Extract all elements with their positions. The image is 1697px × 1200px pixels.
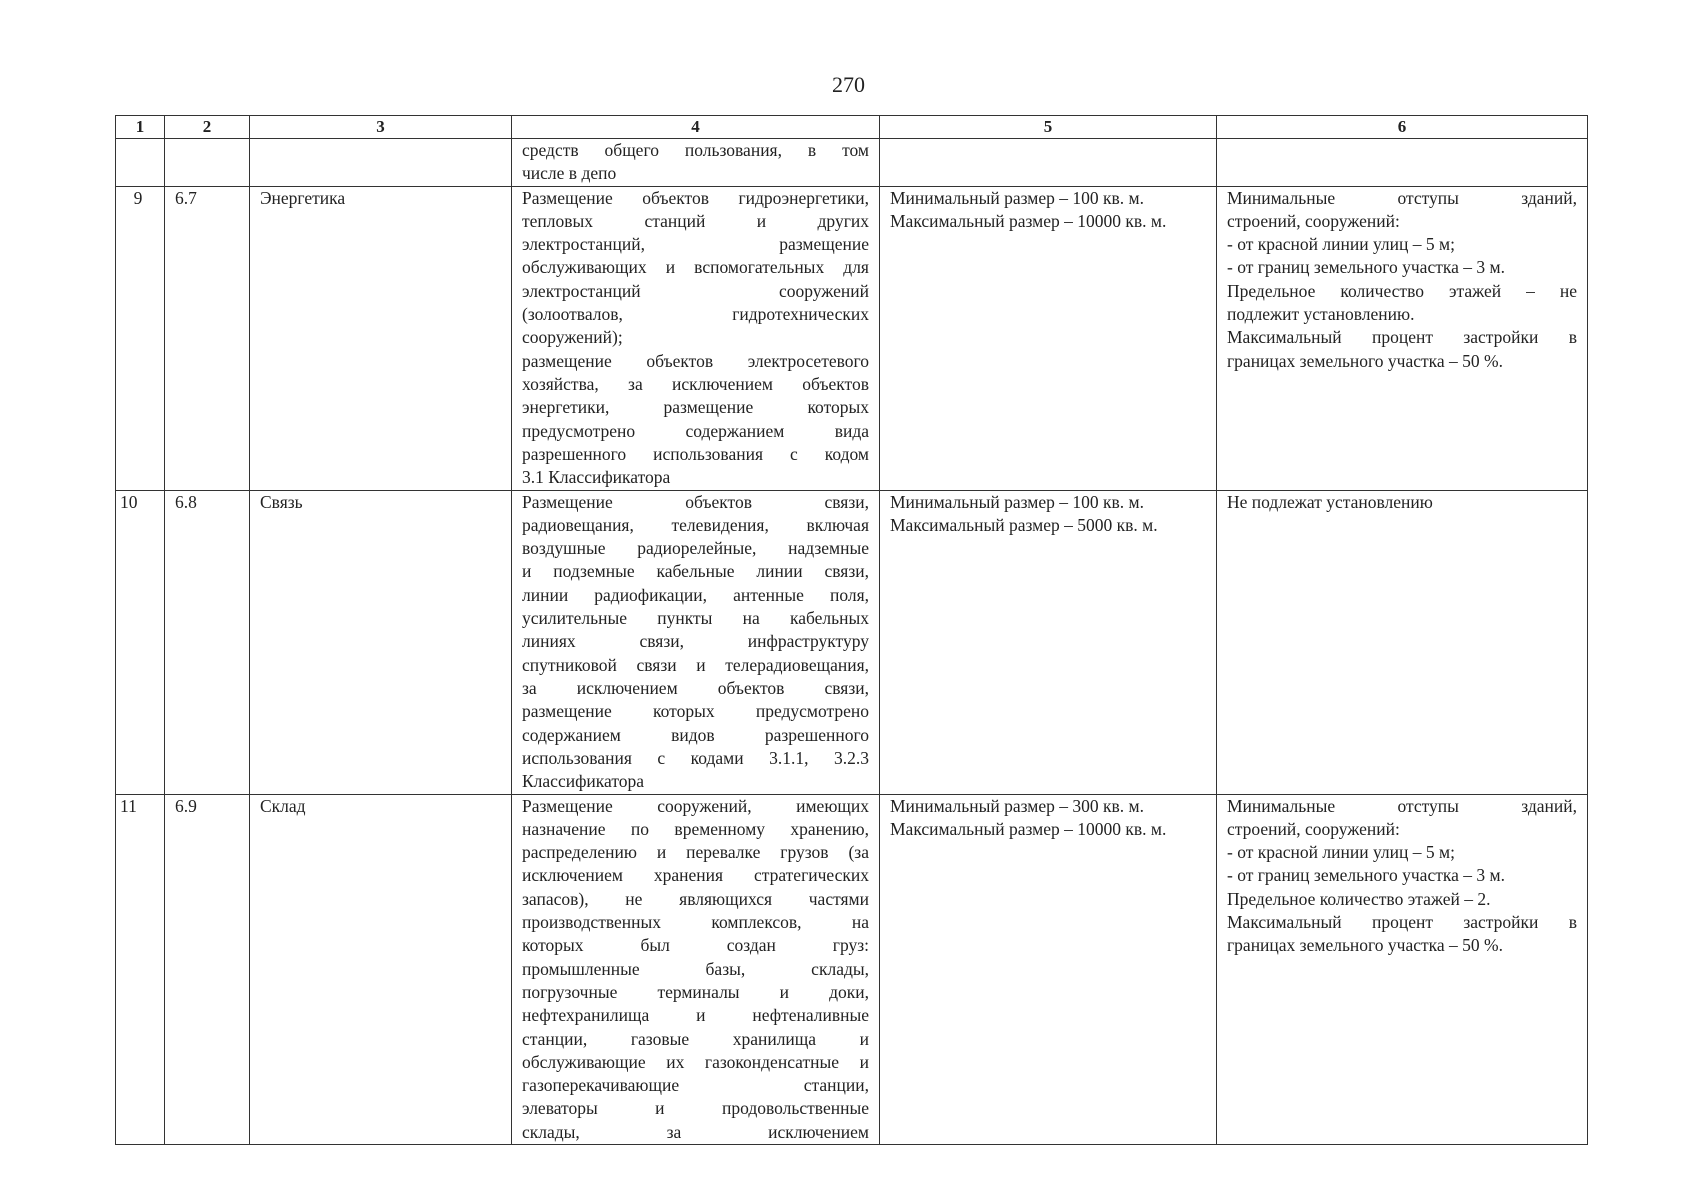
text-line: Максимальный процент застройки в — [1227, 912, 1577, 933]
text-line: использования с кодами 3.1.1, 3.2.3 — [522, 747, 869, 768]
row-code: 6.9 — [165, 794, 250, 1144]
text-line: строений, сооружений: — [1227, 818, 1400, 839]
text-line: Минимальный размер – 100 кв. м. — [890, 187, 1144, 208]
text-line: хозяйства, за исключением объектов — [522, 373, 869, 394]
text-line: электростанций, размещение — [522, 234, 869, 255]
text-line: - от границ земельного участка – 3 м. — [1227, 865, 1505, 886]
text-line: размещение объектов электросетевого — [522, 350, 869, 371]
text-line: за исключением объектов связи, — [522, 677, 869, 698]
row-code: 6.7 — [165, 186, 250, 490]
text-line: энергетики, размещение которых — [522, 397, 869, 418]
text-line: Предельное количество этажей – 2. — [1227, 888, 1491, 909]
text-line: станции, газовые хранилища и — [522, 1028, 869, 1049]
row-number: 10 — [116, 490, 165, 794]
header-col-4: 4 — [512, 116, 880, 139]
row-description — [512, 794, 880, 1144]
text-line: электростанций сооружений — [522, 280, 869, 301]
text-line: - от красной линии улиц – 5 м; — [1227, 234, 1455, 255]
text-line: спутниковой связи и телерадиовещания, — [522, 654, 869, 675]
header-col-6: 6 — [1217, 116, 1588, 139]
row-sizes — [880, 794, 1217, 1144]
text-line: сооружений); — [522, 327, 623, 348]
row-code: 6.8 — [165, 490, 250, 794]
text-line: строений, сооружений: — [1227, 210, 1400, 231]
row-sizes — [880, 186, 1217, 490]
text-line: Максимальный процент застройки в — [1227, 327, 1577, 348]
text-line: линиях связи, инфраструктуру — [522, 631, 869, 652]
text-line: границах земельного участка – 50 %. — [1227, 350, 1503, 371]
row-params — [1217, 490, 1588, 794]
text-line: Предельное количество этажей – не — [1227, 280, 1577, 301]
text-line: содержанием видов разрешенного — [522, 724, 869, 745]
text-line: подлежит установлению. — [1227, 304, 1415, 325]
cell-empty — [250, 139, 512, 187]
text-line: и подземные кабельные линии связи, — [522, 561, 869, 582]
row-name: Связь — [250, 490, 512, 794]
text-line: Минимальный размер – 100 кв. м. — [890, 491, 1144, 512]
header-col-1: 1 — [116, 116, 165, 139]
row-description — [512, 186, 880, 490]
text-line: погрузочные терминалы и доки, — [522, 981, 869, 1002]
text-line: назначение по временному хранению, — [522, 818, 869, 839]
land-use-table — [115, 115, 1588, 1145]
text-line: запасов), не являющихся частями — [522, 888, 869, 909]
cell-empty — [1217, 139, 1588, 187]
row-params — [1217, 186, 1588, 490]
table-row — [116, 794, 1588, 1144]
text-line: размещение которых предусмотрено — [522, 701, 869, 722]
text-line: Минимальный размер – 300 кв. м. — [890, 795, 1144, 816]
text-line: промышленные базы, склады, — [522, 958, 869, 979]
text-line: воздушные радиорелейные, надземные — [522, 538, 869, 559]
text-line: обслуживающих и вспомогательных для — [522, 257, 869, 278]
text-line: производственных комплексов, на — [522, 912, 869, 933]
header-col-5: 5 — [880, 116, 1217, 139]
header-col-2: 2 — [165, 116, 250, 139]
text-line: 3.1 Классификатора — [522, 467, 671, 488]
text-line: распределению и перевалке грузов (за — [522, 842, 869, 863]
text-line: - от красной линии улиц – 5 м; — [1227, 842, 1455, 863]
text-line: Минимальные отступы зданий, — [1227, 187, 1577, 208]
text-line: (золоотвалов, гидротехнических — [522, 304, 869, 325]
table-row — [116, 490, 1588, 794]
text-line: радиовещания, телевидения, включая — [522, 514, 869, 535]
continuation-row — [116, 139, 1588, 187]
row-name: Энергетика — [250, 186, 512, 490]
text-line: усилительные пункты на кабельных — [522, 608, 869, 629]
text-line: которых был создан груз: — [522, 935, 869, 956]
header-col-3: 3 — [250, 116, 512, 139]
cell-empty — [880, 139, 1217, 187]
text-line: средств общего пользования, в том — [522, 140, 869, 160]
text-line: Максимальный размер – 10000 кв. м. — [890, 210, 1167, 231]
text-line: разрешенного использования с кодом — [522, 443, 869, 464]
text-line: Размещение объектов гидроэнергетики, — [522, 187, 869, 208]
header-row — [116, 116, 1588, 139]
text-line: нефтехранилища и нефтеналивные — [522, 1005, 869, 1026]
text-line: числе в депо — [522, 163, 617, 184]
cell-empty — [116, 139, 165, 187]
text-line: предусмотрено содержанием вида — [522, 420, 869, 441]
row-params — [1217, 794, 1588, 1144]
text-line: Максимальный размер – 10000 кв. м. — [890, 818, 1167, 839]
text-line: Размещение сооружений, имеющих — [522, 795, 869, 816]
text-line: тепловых станций и других — [522, 210, 869, 231]
text-line: - от границ земельного участка – 3 м. — [1227, 257, 1505, 278]
text-line: газоперекачивающие станции, — [522, 1075, 869, 1096]
row-number: 11 — [116, 794, 165, 1144]
text-line: исключением хранения стратегических — [522, 865, 869, 886]
text-line: обслуживающие их газоконденсатные и — [522, 1051, 869, 1072]
continuation-description — [512, 139, 880, 187]
text-line: элеваторы и продовольственные — [522, 1098, 869, 1119]
text-line: линии радиофикации, антенные поля, — [522, 584, 869, 605]
text-line: склады, за исключением — [522, 1121, 869, 1142]
cell-empty — [165, 139, 250, 187]
row-description — [512, 490, 880, 794]
text-line: Минимальные отступы зданий, — [1227, 795, 1577, 816]
text-line: Размещение объектов связи, — [522, 491, 869, 512]
row-number: 9 — [116, 186, 165, 490]
text-line: Классификатора — [522, 771, 645, 792]
text-line: Не подлежат установлению — [1227, 491, 1433, 512]
row-sizes — [880, 490, 1217, 794]
page-number: 270 — [832, 72, 865, 97]
text-line: Максимальный размер – 5000 кв. м. — [890, 514, 1158, 535]
table-row — [116, 186, 1588, 490]
row-name: Склад — [250, 794, 512, 1144]
text-line: границах земельного участка – 50 %. — [1227, 935, 1503, 956]
